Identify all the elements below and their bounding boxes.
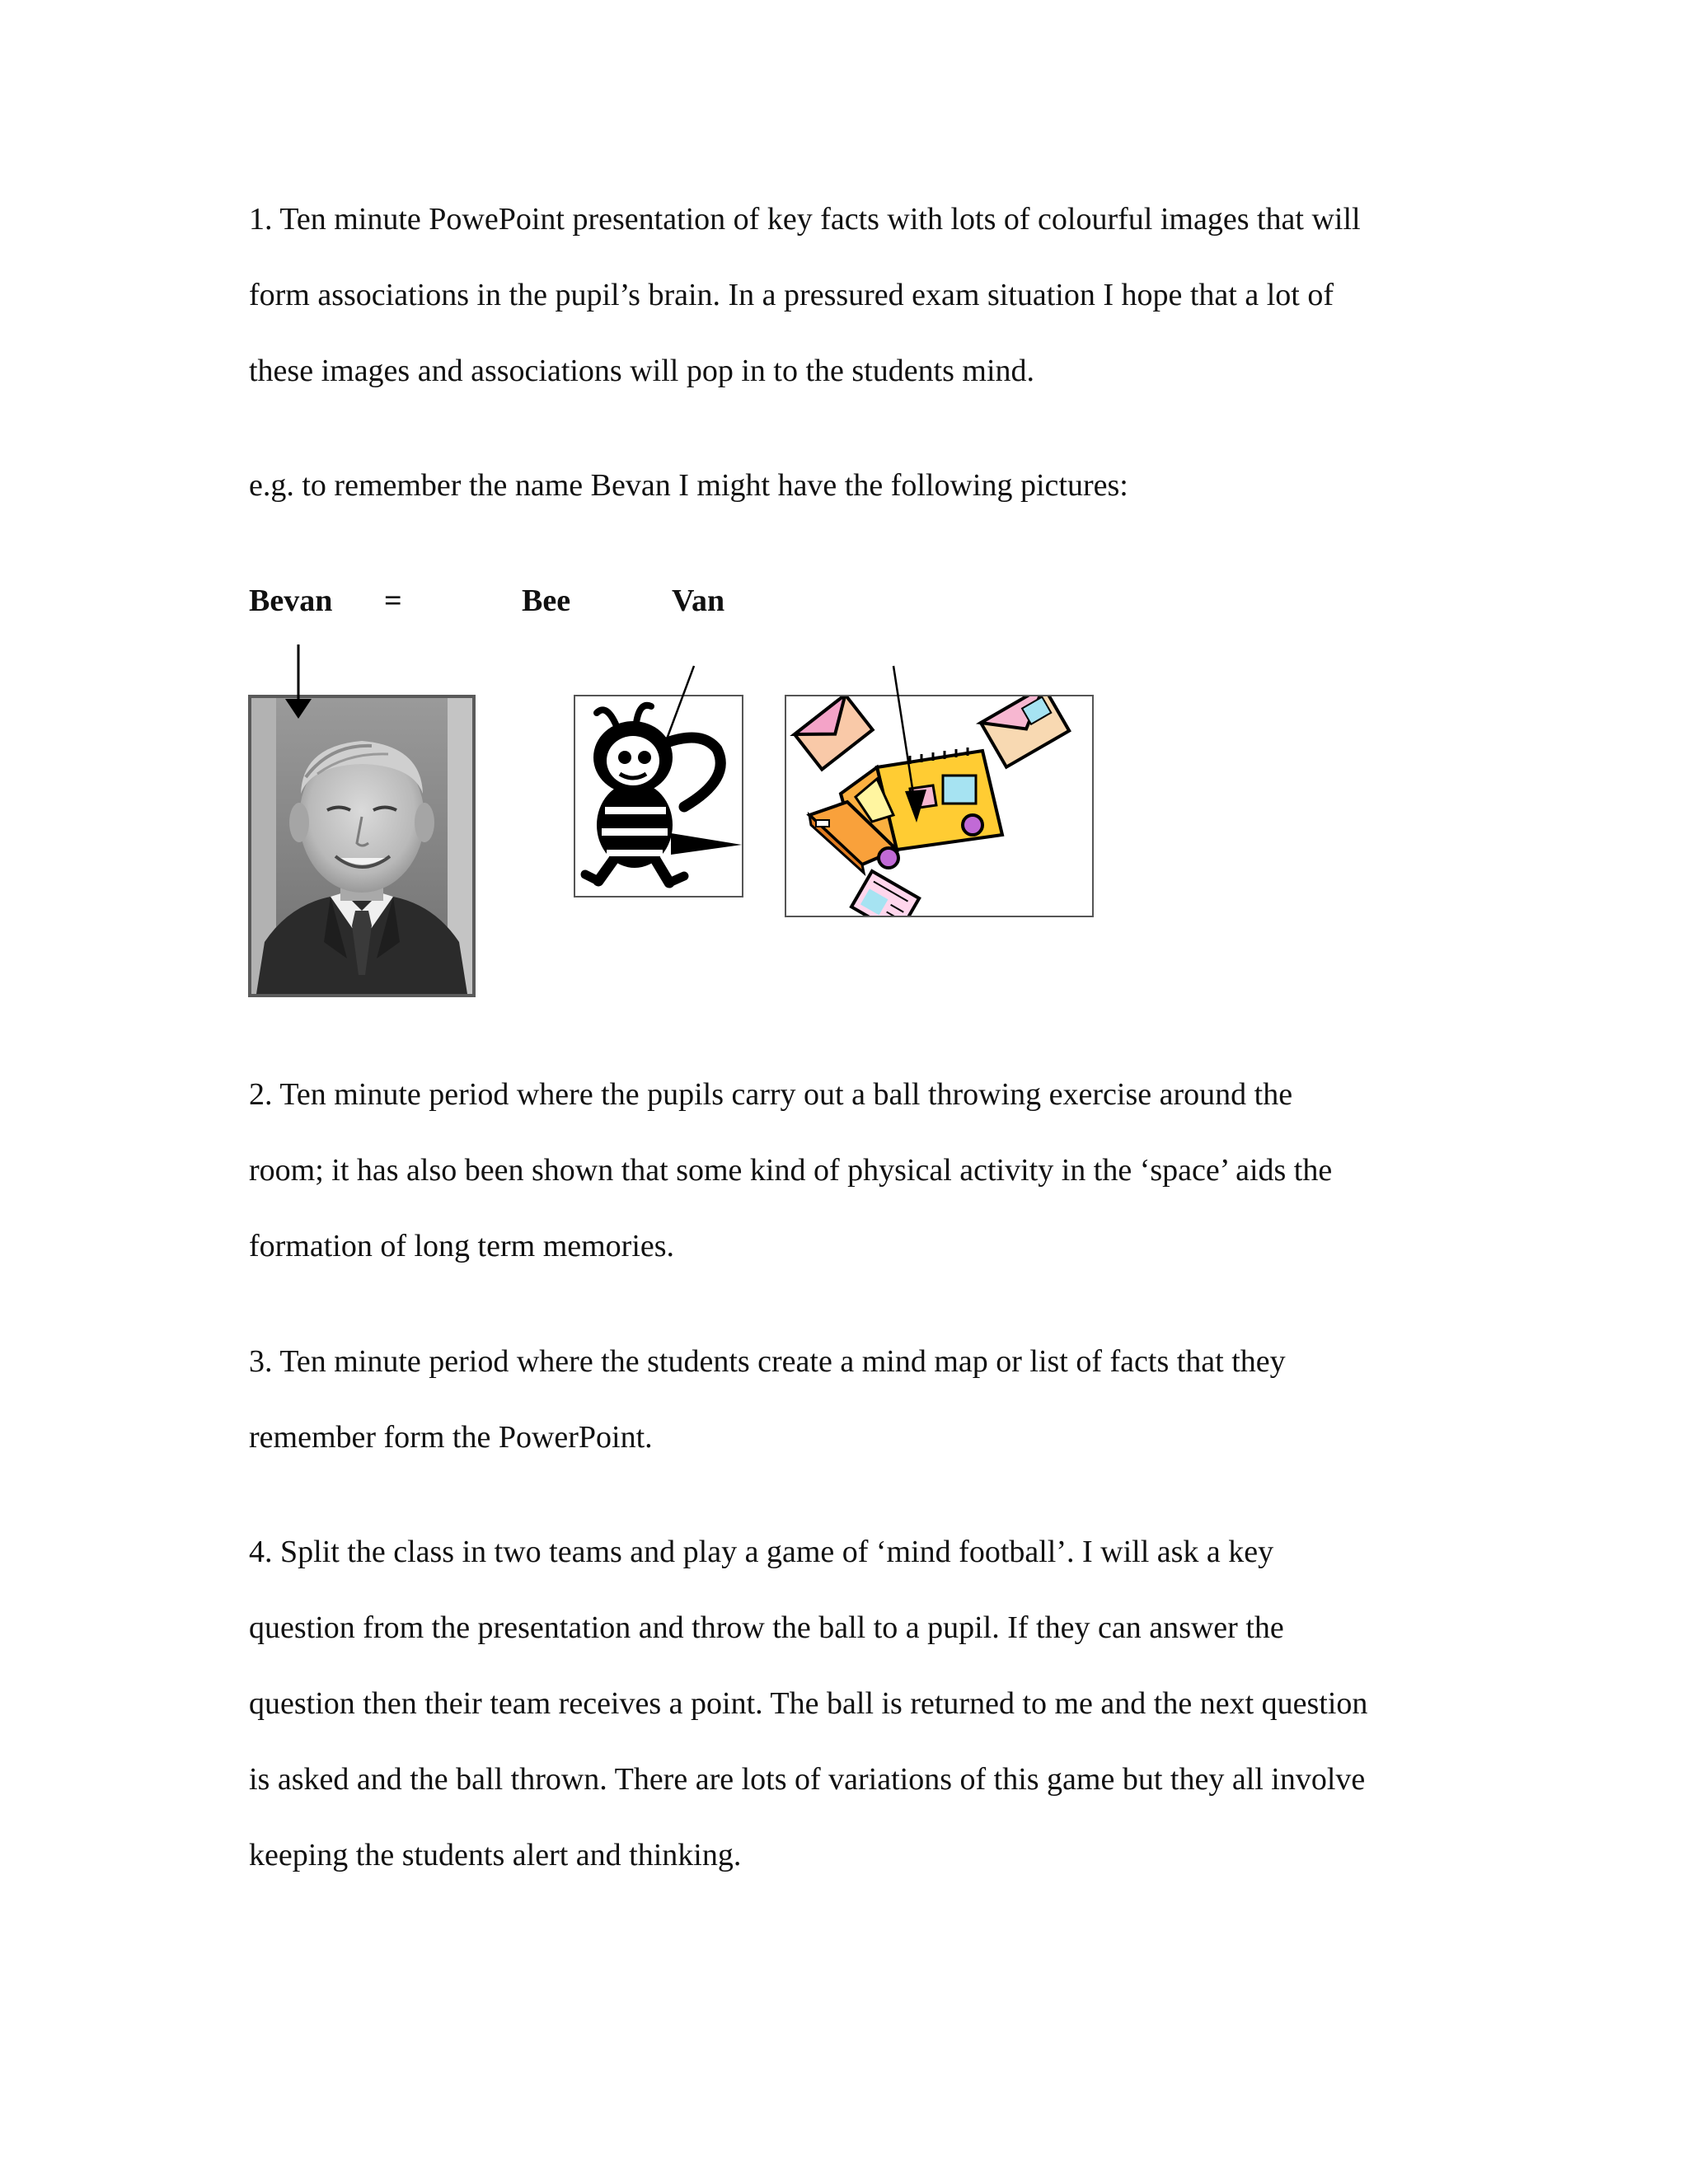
paragraph-4-line-2: question from the presentation and throw the ball to a pupil. If they can answer the	[249, 1610, 1284, 1645]
letter-paper-icon	[851, 871, 919, 916]
paragraph-3-line-1: 3. Ten minute period where the students create a mind map or list of facts that they	[249, 1344, 1286, 1379]
envelope-icon-2	[981, 696, 1069, 767]
paragraph-1-line-2: form associations in the pupil’s brain. In a pressured exam situation I hope that a lot of	[249, 278, 1334, 312]
van-pointer-arrow	[882, 664, 931, 829]
example-intro: e.g. to remember the name Bevan I might have the following pictures:	[249, 468, 1128, 503]
equation-part-van: Van	[672, 583, 725, 618]
paragraph-2-line-1: 2. Ten minute period where the pupils carry out a ball throwing exercise around the	[249, 1077, 1293, 1112]
paragraph-1-line-3: these images and associations will pop in to the students mind.	[249, 354, 1035, 388]
paragraph-1-line-1: 1. Ten minute PowePoint presentation of key facts with lots of colourful images that will	[249, 202, 1361, 237]
paragraph-4-line-5: keeping the students alert and thinking.	[249, 1838, 742, 1872]
paragraph-4-line-1: 4. Split the class in two teams and play a game of ‘mind football’. I will ask a key	[249, 1535, 1274, 1569]
paragraph-2-line-2: room; it has also been shown that some kind of physical activity in the ‘space’ aids the	[249, 1153, 1333, 1188]
paragraph-4-line-4: is asked and the ball thrown. There are lots of variations of this game but they all involve	[249, 1762, 1366, 1797]
van-picture	[785, 695, 1094, 917]
paragraph-2-line-3: formation of long term memories.	[249, 1229, 675, 1263]
paragraph-3-line-2: remember form the PowerPoint.	[249, 1420, 653, 1455]
bee-icon	[575, 696, 742, 896]
bee-pointer-line	[659, 664, 701, 753]
envelope-icon-1	[795, 696, 873, 770]
paragraph-4-line-3: question then their team receives a point. The ball is returned to me and the next question	[249, 1686, 1368, 1721]
equation-part-bee: Bee	[522, 583, 571, 618]
equation-equals: =	[384, 583, 402, 618]
portrait-image	[248, 695, 476, 997]
equation-name: Bevan	[249, 583, 333, 618]
van-and-letters-icon	[786, 696, 1092, 916]
arrow-down-to-portrait	[280, 643, 316, 725]
bee-picture	[574, 695, 743, 898]
portrait-photo	[248, 695, 476, 997]
